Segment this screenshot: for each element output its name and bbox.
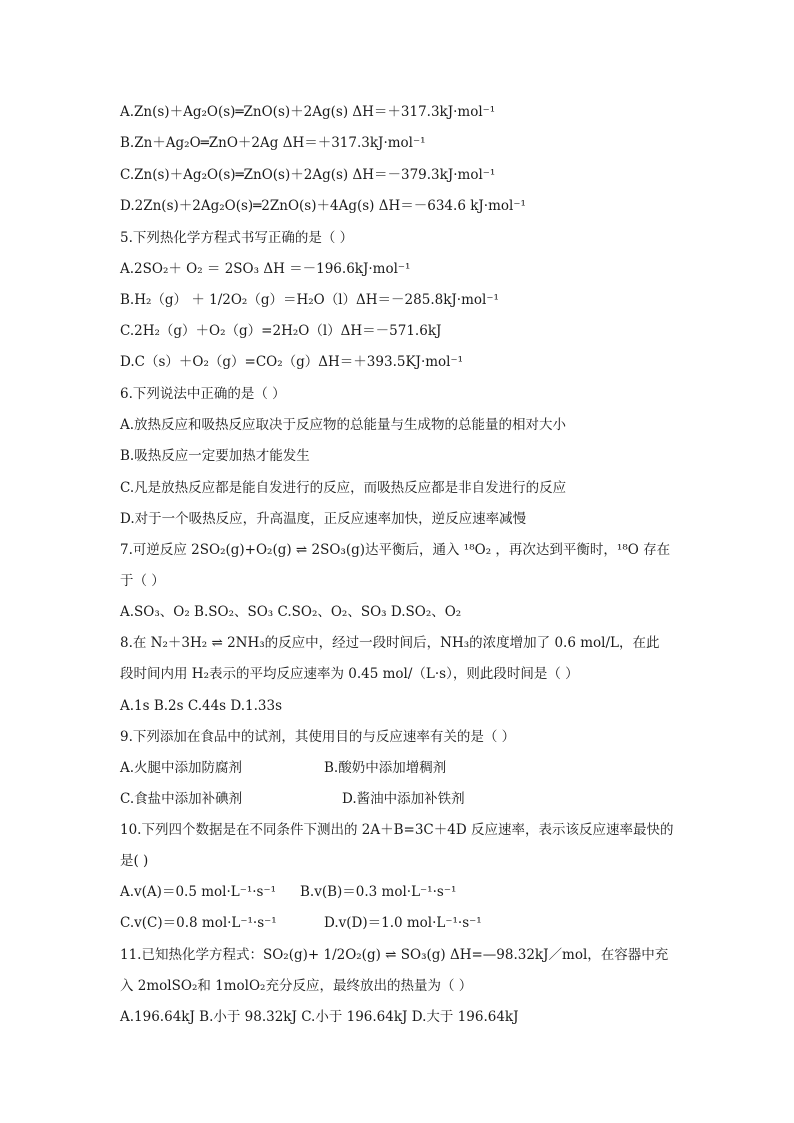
q10-row-1: [120, 883, 680, 901]
q5-stem: 5.下列热化学方程式书写正确的是（ ）: [120, 230, 354, 246]
q10-stem-line1: 10.下列四个数据是在不同条件下测出的 2A＋B=3C＋4D 反应速率，表示该反应速率最快的: [120, 822, 674, 838]
q5-option-b: B.H₂（g） ＋ 1/2O₂（g）＝H₂O（l）ΔH＝－285.8kJ·mol⁻¹: [120, 292, 499, 308]
q10-option-b: B.v(B)＝0.3 mol·L⁻¹·s⁻¹: [300, 884, 457, 900]
q6-option-c: C.凡是放热反应都是能自发进行的反应，而吸热反应都是非自发进行的反应: [120, 480, 567, 496]
q7-stem-line2: 于（ ）: [120, 573, 165, 589]
q9-option-d: D.酱油中添加补铁剂: [342, 791, 465, 807]
q4-option-c: C.Zn(s)＋Ag₂O(s)═ZnO(s)＋2Ag(s) ΔH＝－379.3kJ·mol⁻¹: [120, 167, 496, 183]
q9-option-c: C.食盐中添加补碘剂: [120, 791, 243, 807]
q11-stem-line1: 11.已知热化学方程式：SO₂(g)+ 1/2O₂(g) ⇌ SO₃(g) ΔH=—98.32kJ／mol，在容器中充: [120, 947, 669, 963]
q10-option-c: C.v(C)＝0.8 mol·L⁻¹·s⁻¹: [120, 915, 277, 931]
q4-option-b: B.Zn＋Ag₂O═ZnO＋2Ag ΔH＝＋317.3kJ·mol⁻¹: [120, 135, 426, 151]
q10-option-d: D.v(D)＝1.0 mol·L⁻¹·s⁻¹: [324, 915, 482, 931]
q9-row-2: [120, 790, 680, 808]
q5-option-a: A.2SO₂＋ O₂ ＝ 2SO₃ ΔH ＝－196.6kJ·mol⁻¹: [120, 261, 411, 277]
q9-stem: 9.下列添加在食品中的试剂，其使用目的与反应速率有关的是（ ）: [120, 729, 516, 745]
q11-options: A.196.64kJ B.小于 98.32kJ C.小于 196.64kJ D.大于 196.64kJ: [120, 1009, 519, 1025]
q6-option-a: A.放热反应和吸热反应取决于反应物的总能量与生成物的总能量的相对大小: [120, 417, 567, 433]
q6-option-d: D.对于一个吸热反应，升高温度，正反应速率加快，逆反应速率减慢: [120, 511, 527, 527]
q5-option-c: C.2H₂（g）＋O₂（g）=2H₂O（l）ΔH＝－571.6kJ: [120, 323, 442, 339]
q7-stem-line1: 7.可逆反应 2SO₂(g)+O₂(g) ⇌ 2SO₃(g)达平衡后，通入 ¹⁸O₂ ，再次达到平衡时，¹⁸O 存在: [120, 542, 671, 558]
q6-option-b: B.吸热反应一定要加热才能发生: [120, 448, 310, 464]
q6-stem: 6.下列说法中正确的是（ ）: [120, 386, 286, 402]
q11-stem-line2: 入 2molSO₂和 1molO₂充分反应，最终放出的热量为（ ）: [120, 978, 473, 994]
q4-option-d: D.2Zn(s)＋2Ag₂O(s)═2ZnO(s)＋4Ag(s) ΔH＝－634.6 kJ·mol⁻¹: [120, 198, 526, 214]
q10-stem-line2: 是( ): [120, 853, 149, 869]
q10-row-2: [120, 914, 680, 932]
q9-row-1: [120, 759, 680, 777]
q9-option-b: B.酸奶中添加增稠剂: [324, 760, 447, 776]
q8-stem-line1: 8.在 N₂＋3H₂ ⇌ 2NH₃的反应中，经过一段时间后，NH₃的浓度增加了 0.6 mol/L，在此: [120, 635, 660, 651]
q5-option-d: D.C（s）＋O₂（g）=CO₂（g）ΔH＝＋393.5KJ·mol⁻¹: [120, 354, 464, 370]
q7-options: A.SO₃、O₂ B.SO₂、SO₃ C.SO₂、O₂、SO₃ D.SO₂、O₂: [120, 604, 462, 620]
q8-options: A.1s B.2s C.44s D.1.33s: [120, 698, 283, 714]
q10-option-a: A.v(A)＝0.5 mol·L⁻¹·s⁻¹: [120, 884, 277, 900]
q8-stem-line2: 段时间内用 H₂表示的平均反应速率为 0.45 mol/（L·s），则此段时间是（ ）: [120, 666, 579, 682]
q9-option-a: A.火腿中添加防腐剂: [120, 760, 243, 776]
q4-option-a: A.Zn(s)＋Ag₂O(s)═ZnO(s)＋2Ag(s) ΔH＝＋317.3kJ·mol⁻¹: [120, 104, 496, 120]
